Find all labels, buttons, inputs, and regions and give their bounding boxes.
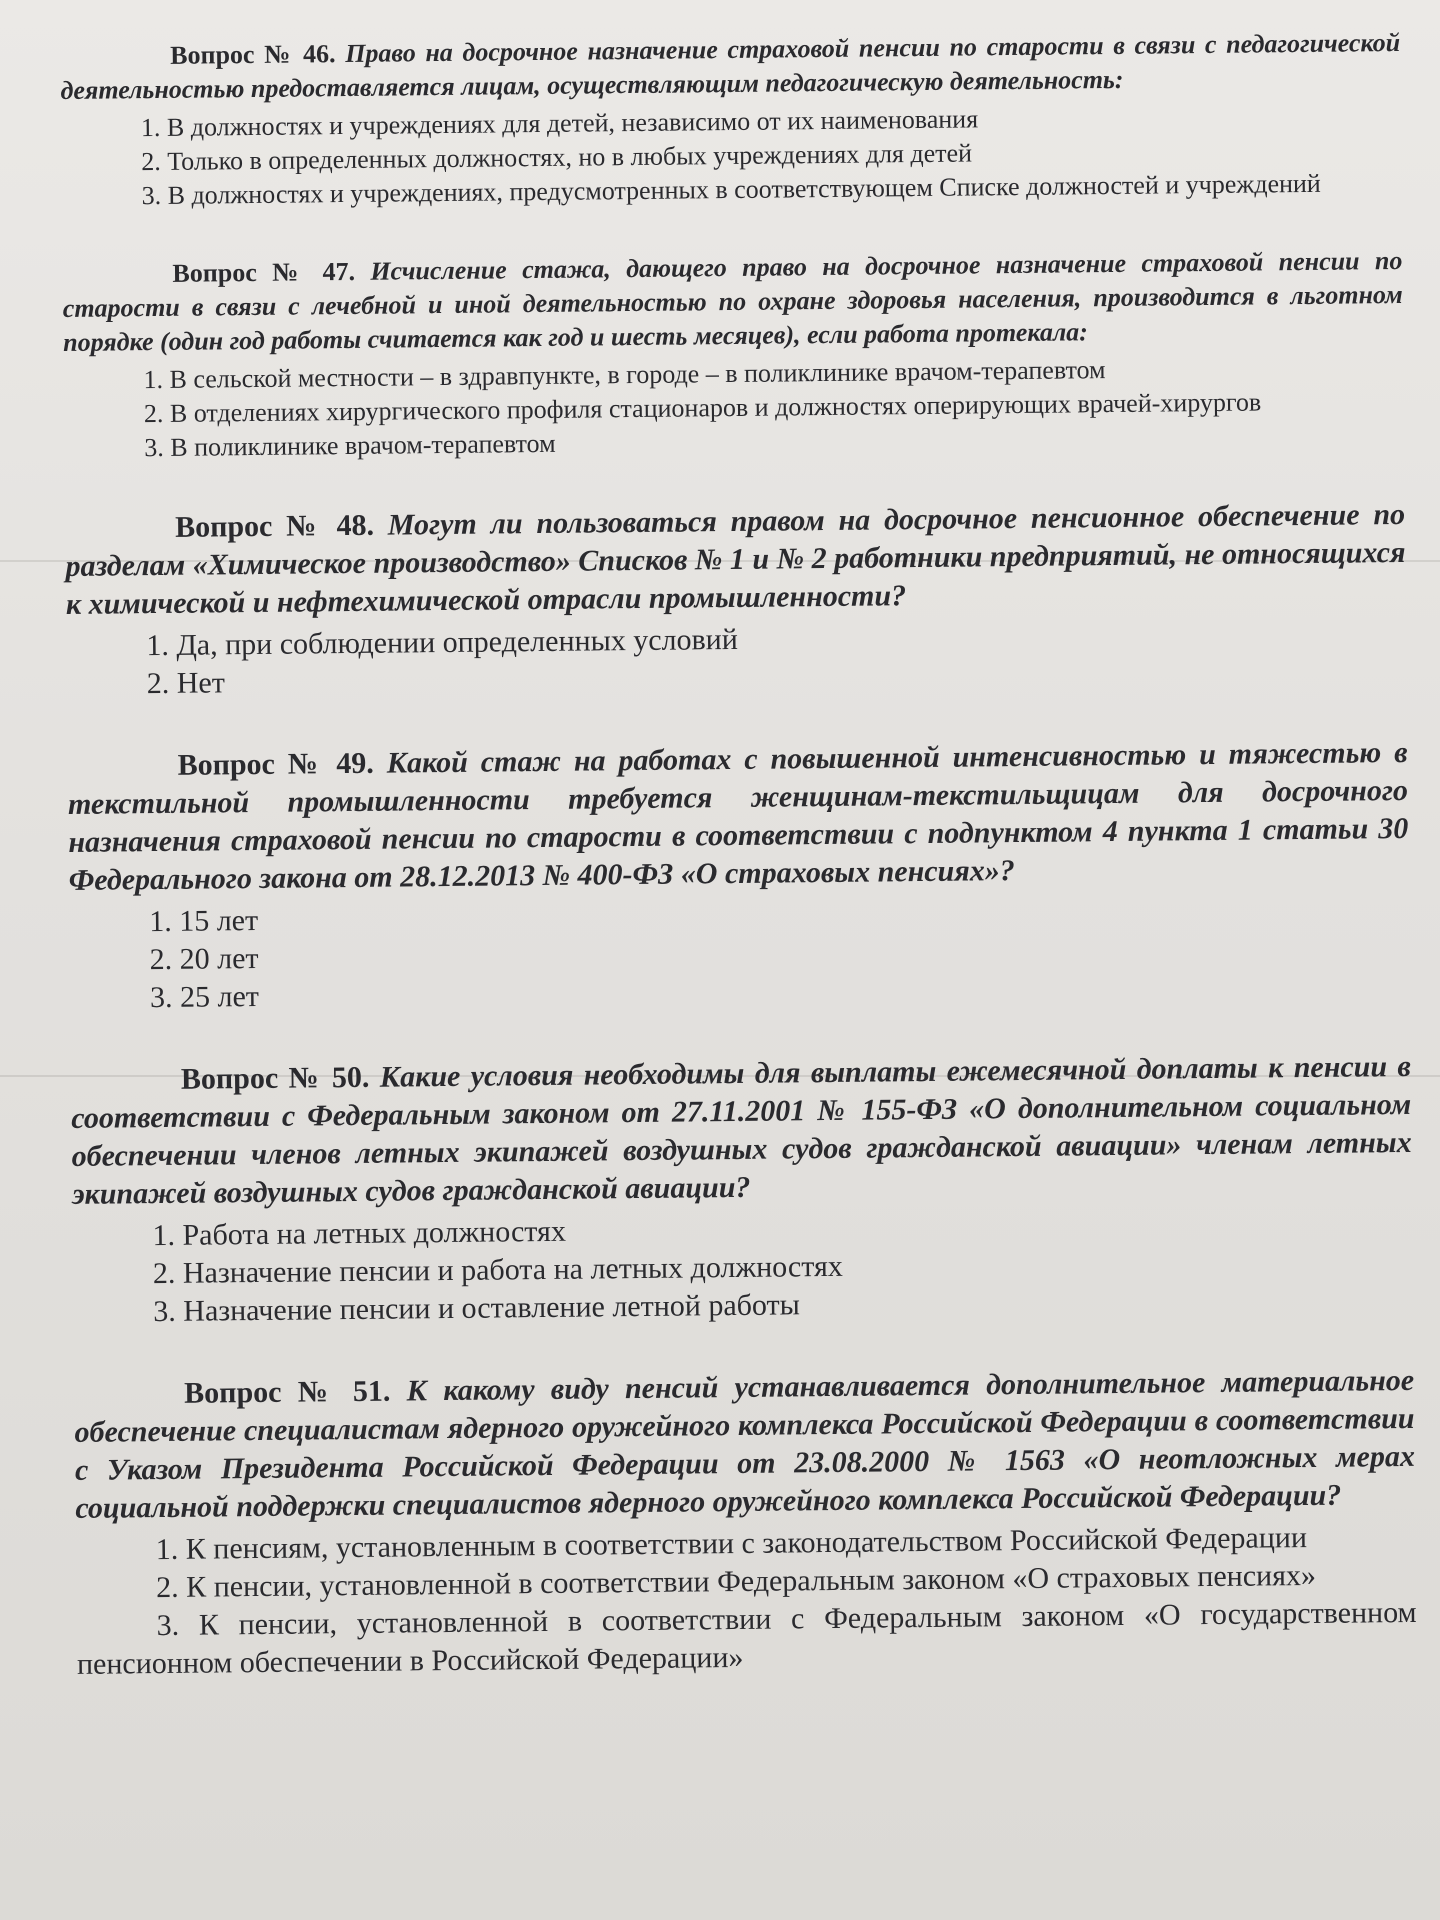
answer-option: 3. В поликлинике врачом-терапевтом: [144, 428, 556, 463]
question-number: Вопрос № 51.: [184, 1374, 391, 1410]
answer-list: [72, 1204, 1413, 1332]
question-49: [67, 734, 1410, 1018]
question-title: [65, 496, 1406, 624]
answer-option: 3. В должностях и учреждениях, предусмотренных в соответствующем Списке должностей и учреждений: [141, 168, 1321, 211]
question-number: Вопрос № 46.: [170, 39, 336, 70]
answer-list: [61, 98, 1402, 214]
answer-option: 2. В отделениях хирургического профиля стационаров и должностях оперирующих врачей-хирургов: [143, 387, 1262, 429]
question-46: [60, 26, 1402, 214]
question-number: Вопрос № 47.: [172, 256, 356, 288]
question-number: Вопрос № 48.: [174, 508, 375, 544]
question-title: [60, 26, 1401, 108]
answer-option: 1. В должностях и учреждениях для детей, независимо от их наименования: [140, 104, 979, 143]
question-text: Какой стаж на работах с повышенной интенсивностью и тяжестью в текстильной промышленности требуется женщинам-текстильщицам для досрочного назначения страховой пенсии по старости в соответствии с подпунктом 4 пункта 1 статьи 30 Федерального закона от 28.12.2013 № 400-ФЗ «О страховых пенсиях»?: [67, 735, 1409, 897]
answer-option: 2. Нет: [146, 666, 226, 701]
answer-list: [66, 614, 1407, 704]
answer-option: 3. К пенсии, установленной в соответствии с Федеральным законом «О государственном пенсионном обеспечении в Российской Федерации»: [76, 1595, 1417, 1681]
answer-option: 1. 15 лет: [149, 903, 259, 939]
question-title: [71, 1048, 1413, 1214]
answer-option: 1. Да, при соблюдении определенных условий: [146, 622, 738, 663]
question-text: Исчисление стажа, дающего право на досрочное назначение страховой пенсии по старости в связи с лечебной и иной деятельностью по охране здоровья населения, производится в льготном порядке (один год работы считается как год и шесть месяцев), если работа протекала:: [62, 245, 1403, 357]
answer-option: 2. К пенсии, установленной в соответствии Федеральным законом «О страховых пенсиях»: [156, 1558, 1317, 1605]
question-text: Право на досрочное назначение страховой пенсии по старости в связи с педагогической деятельностью предоставляется лицам, осуществляющим педагогическую деятельность:: [60, 27, 1401, 105]
question-number: Вопрос № 49.: [177, 746, 374, 782]
question-50: [71, 1048, 1414, 1332]
answer-option: 3. Назначение пенсии и оставление летной работы: [153, 1288, 800, 1329]
question-text: Какие условия необходимы для выплаты ежемесячной доплаты к пенсии в соответствии с Федеральным законом от 27.11.2001 № 155-ФЗ «О дополнительном социальном обеспечении членов летных экипажей воздушных судов гражданской авиации» членам летных экипажей воздушных судов гражданской авиации?: [71, 1049, 1412, 1211]
question-48: [65, 496, 1407, 704]
question-text: К какому виду пенсий устанавливается дополнительное материальное обеспечение специалистам ядерного оружейного комплекса Российской Федерации в соответствии с Указом Президента Российской Федерации от 23.08.2000 № 1563 «О неотложных мерах социальной поддержки специалистов ядерного оружейного комплекса Российской Федерации?: [74, 1363, 1416, 1525]
answer-option: 2. Только в определенных должностях, но в любых учреждениях для детей: [141, 138, 973, 177]
question-title: [62, 244, 1403, 360]
answer-option: 1. В сельской местности – в здравпункте, в городе – в поликлинике врачом-терапевтом: [143, 355, 1106, 395]
answer-option: 1. К пенсиям, установленным в соответствии с законодательством Российской Федерации: [155, 1521, 1308, 1567]
answer-option: 2. 20 лет: [149, 941, 259, 977]
answer-option: 1. Работа на летных должностях: [152, 1214, 567, 1253]
question-title: [74, 1362, 1416, 1528]
answer-option: 3. 25 лет: [149, 979, 260, 1015]
answer-list: [76, 1518, 1418, 1684]
answer-list: [69, 890, 1410, 1018]
answer-list: [63, 350, 1404, 466]
question-51: [74, 1362, 1417, 1684]
question-number: Вопрос № 50.: [180, 1060, 370, 1096]
question-title: [67, 734, 1409, 900]
document-body: [60, 26, 1418, 1728]
answer-option: 2. Назначение пенсии и работа на летных должностях: [152, 1249, 843, 1291]
question-text: Могут ли пользоваться правом на досрочное пенсионное обеспечение по разделам «Химическое производство» Списков № 1 и № 2 работники предприятий, не относящихся к химической и нефтехимической отрасли промышленности?: [65, 497, 1406, 621]
question-47: [62, 244, 1404, 466]
